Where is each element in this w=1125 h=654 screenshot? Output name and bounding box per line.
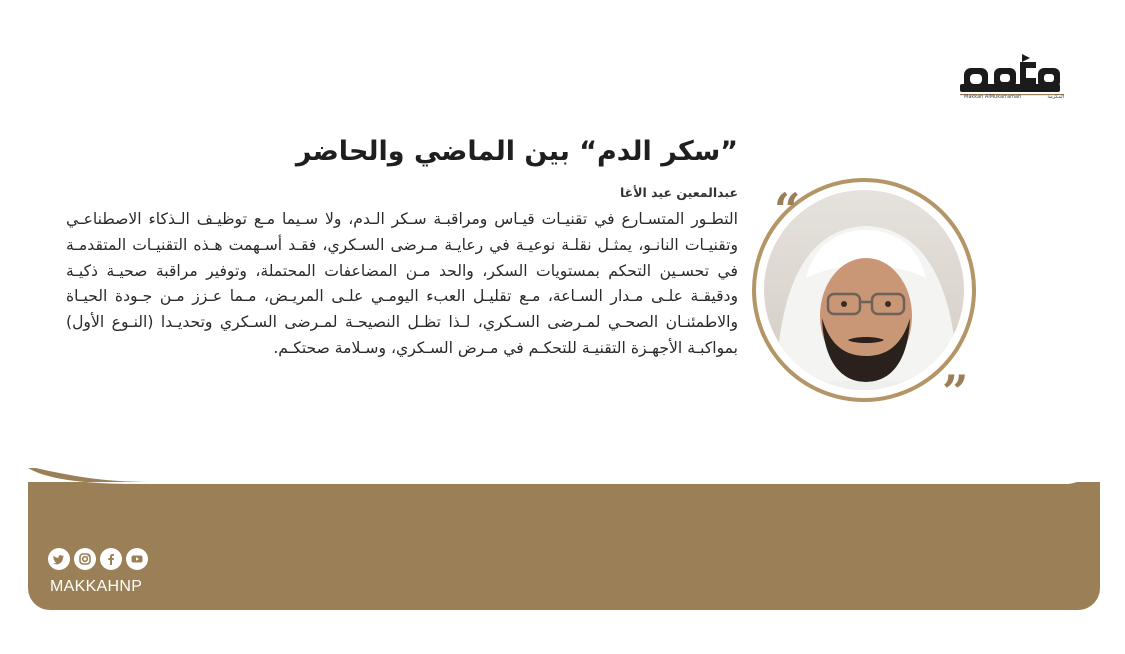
article-card [28, 0, 1100, 610]
logo-subtitle-latin: Makkah AlMukarramah [964, 94, 1022, 100]
svg-text:“: “ [774, 183, 801, 237]
logo-subtitle-arabic: المكرمة [1047, 94, 1064, 100]
social-icons [48, 548, 148, 570]
youtube-icon[interactable] [126, 548, 148, 570]
facebook-icon[interactable] [100, 548, 122, 570]
article-author: عبدالمعين عيد الأغا [619, 185, 738, 200]
twitter-icon[interactable] [48, 548, 70, 570]
logo-text: مكة [1012, 84, 1014, 85]
article-title: ”سكر الدم“ بين الماضي والحاضر [295, 136, 738, 167]
article-body: التطـور المتسـارع في تقنيـات قيـاس ومراقبـة سـكر الـدم، ولا سـيما مـع توظيـف الـذكاء الاصطناعـي وتقنيـات النانـو، يمثـل نقلـة نوعيـة في رعايـة مـرضى السـكري، فقـد أسـهمت هـذه التقنيـات المتقدمـة في تحسـين التحكم بمستويات السكر، والحد مـن المضاعفات المحتملة، وتوفير مراقبة صحيـة ذكيـة ودقيقـة علـى مـدار السـاعة، مـع تقليـل العبء اليومـي علـى المريـض، مـما عـزز مـن جـودة الحيـاة والاطمئنـان الصحـي لمـرضى السـكري، لـذا تظـل النصيحـة لمـرضى السـكري وتحديـدا (النـوع الأول) بمواكبـة الأجهـزة التقنيـة للتحكـم في مـرض السـكري، وسـلامة صحتكـم. [66, 210, 738, 357]
social-handle[interactable]: MAKKAHNP [50, 578, 143, 595]
instagram-icon[interactable] [74, 548, 96, 570]
logo-subtitle [964, 94, 1064, 100]
author-portrait [736, 168, 996, 428]
svg-text:”: ” [942, 365, 969, 419]
